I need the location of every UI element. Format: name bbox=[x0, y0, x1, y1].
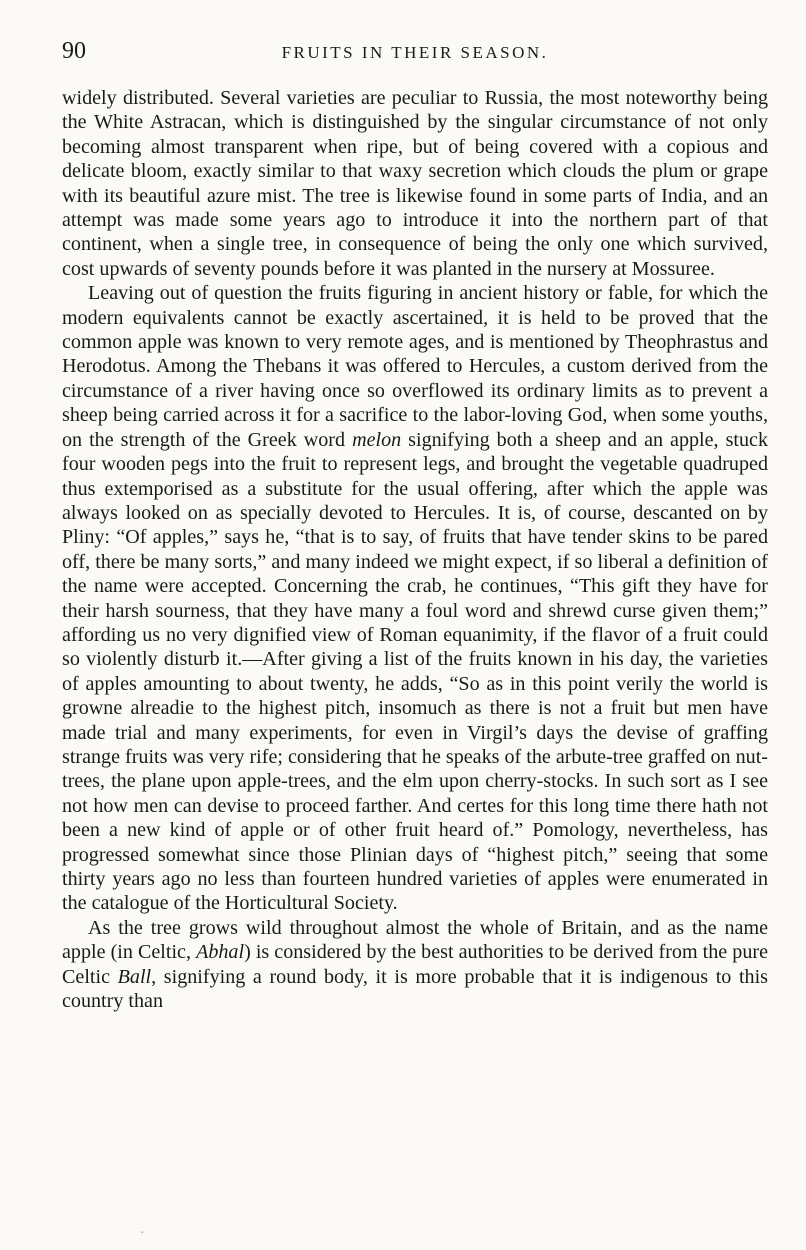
text-run: widely distributed. Several varieties are peculiar to Russia, the most noteworthy being the White Astracan, which is distinguished by the singular circumstance of not only becoming almost transparent when ripe, but of being covered with a copious and delicate bloom, exactly similar to that waxy secretion which clouds the plum or grape with its beautiful azure mist. The tree is likewise found in some parts of India, and an attempt was made some years ago to introduce it into the northern part of that continent, when a single tree, in consequence of being the only one which survived, cost upwards of seventy pounds before it was planted in the nursery at Mossuree. bbox=[62, 87, 768, 280]
paragraph bbox=[62, 281, 768, 916]
running-title: FRUITS IN THEIR SEASON. bbox=[281, 43, 549, 62]
page-header bbox=[62, 36, 768, 66]
italic-term: Ball bbox=[117, 965, 152, 988]
italic-term: Abhal bbox=[196, 941, 245, 964]
text-run: As the tree grows wild throughout almost the whole of Britain, and as the name apple (in Celtic, bbox=[62, 916, 768, 964]
paragraph bbox=[62, 916, 768, 1014]
text-run: ) is considered by the best authorities to be derived from the pure Celtic bbox=[62, 941, 768, 988]
body-text bbox=[62, 86, 768, 1013]
text-run: signifying both a sheep and an apple, stuck four wooden pegs into the fruit to represent legs, and brought the vegetable quadruped thus extemporised as a substitute for the usual offering, after which the apple was always looked on as specially devoted to Hercules. It is, of course, descanted on by Pliny: “Of apples,” says he, “that is to say, of fruits that have tender skins to be pared off, there be many sorts,” and many indeed we might expect, if so liberal a definition of the name were accepted. Concerning the crab, he continues, “This gift they have for their harsh sourness, that they have many a foul word and shrewd curse given them;” affording us no very dignified view of Roman equanimity, if the flavor of a fruit could so violently disturb it.—After giving a list of the fruits known in his day, the varieties of apples amounting to about twenty, he adds, “So as in this point verily the world is growne alreadie to the highest pitch, insomuch as there is not a fruit but men have made trial and many experiments, for even in Virgil’s days the devise of graffing strange fruits was very rife; considering that he speaks of the arbute-tree graffed on nut-trees, the plane upon apple-trees, and the elm upon cherry-stocks. In such sort as I see not how men can devise to proceed farther. And certes for this long time there hath not been a new kind of apple or of other fruit heard of.” Pomology, nevertheless, has progressed somewhat since those Plinian days of “highest pitch,” seeing that some thirty years ago no less than fourteen hundred varieties of apples were enumerated in the catalogue of the Horticultural Society. bbox=[62, 428, 768, 915]
text-run: Leaving out of question the fruits figuring in ancient history or fable, for which the modern equivalents cannot be exactly ascertained, it is held to be proved that the common apple was known to very remote ages, and is mentioned by Theophrastus and Herodotus. Among the Thebans it was offered to Hercules, a custom derived from the circumstance of a river having once so overflowed its ordinary limits as to prevent a sheep being carried across it for a sacrifice to the labor-loving God, when some youths, on the strength of the Greek word bbox=[62, 282, 768, 451]
italic-term: melon bbox=[352, 428, 402, 451]
text-run: , signifying a round body, it is more probable that it is indigenous to this country than bbox=[62, 965, 769, 1013]
print-mark: · bbox=[140, 1226, 145, 1241]
page-number: 90 bbox=[62, 38, 86, 64]
paragraph bbox=[62, 86, 768, 281]
